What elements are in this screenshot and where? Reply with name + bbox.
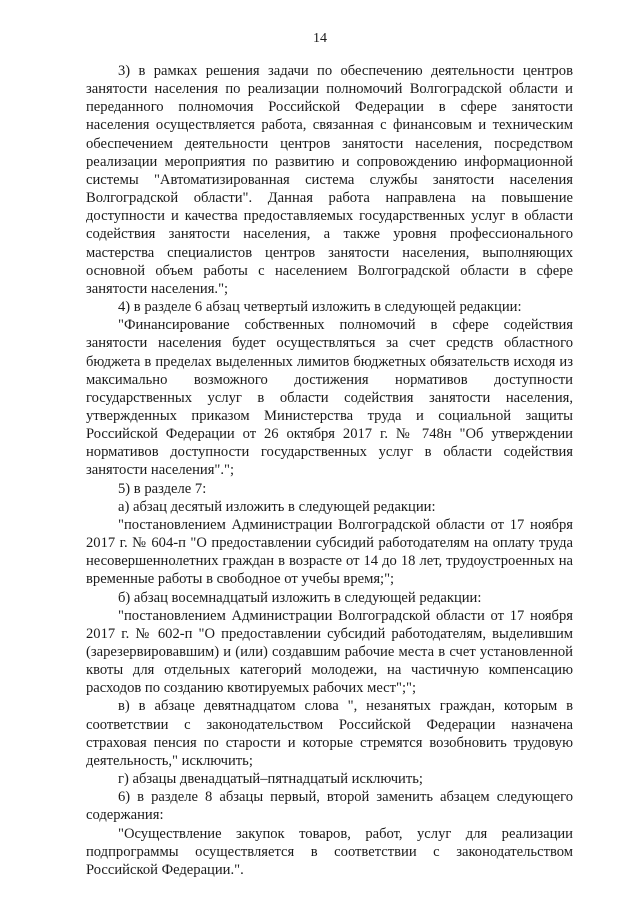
paragraph: г) абзацы двенадцатый–пятнадцатый исключить; (118, 771, 423, 788)
paragraph: а) абзац десятый изложить в следующей редакции: (118, 498, 436, 515)
paragraph: б) абзац восемнадцатый изложить в следующей редакции: (118, 589, 482, 606)
paragraph: "Финансирование собственных полномочий в сфере содействия занятости населения будет осуществляться за счет средств областного бюджета в пределах выделенных лимитов бюджетных обязательств исходя из максимально возможного достижения нормативов доступности государственных услуг в области содействия занятости населения, утвержденных приказом Министерства труда и социальной защиты Российской Федерации от 26 октября 2017 г. № 748н "Об утверждении нормативов доступности государственных услуг в области содействия занятости населения"."; (86, 317, 573, 479)
paragraph: 6) в разделе 8 абзацы первый, второй заменить абзацем следующего содержания: (86, 789, 573, 824)
paragraph: 5) в разделе 7: (118, 480, 207, 497)
paragraph: 4) в разделе 6 абзац четвертый изложить в следующей редакции: (118, 299, 522, 316)
paragraph: "постановлением Администрации Волгоградской области от 17 ноября 2017 г. № 602-п "О предоставлении субсидий работодателям, выделившим (зарезервировавшим) и (или) создавшим рабочие места в счет установленной квоты для отдельных категорий молодежи, на частичную компенсацию расходов по созданию квотируемых рабочих мест";"; (86, 607, 573, 697)
paragraph: "постановлением Администрации Волгоградской области от 17 ноября 2017 г. № 604-п "О предоставлении субсидий работодателям на оплату труда несовершеннолетних граждан в возрасте от 14 до 18 лет, трудоустроенных на временные работы в свободное от учебы время;"; (86, 516, 573, 588)
document-body (86, 62, 573, 879)
paragraph: "Осуществление закупок товаров, работ, услуг для реализации подпрограммы осуществляется в соответствии с законодательством Российской Федерации.". (86, 825, 573, 878)
page-number: 14 (313, 31, 327, 46)
paragraph: 3) в рамках решения задачи по обеспечению деятельности центров занятости населения по реализации полномочий Волгоградской области и переданного полномочия Российской Федерации в сфере занятости населения осуществляется работа, связанная с финансовым и техническим обеспечением деятельности центров занятости населения, посредством реализации мероприятия по развитию и сопровождению информационной системы "Автоматизированная система службы занятости населения Волгоградской области". Данная работа направлена на повышение доступности и качества предоставляемых государственных услуг в области содействия занятости населения, а также уровня профессионального мастерства специалистов центров занятости населения, выполняющих основной объем работы с населением Волгоградской области в сфере занятости населения."; (86, 63, 573, 297)
paragraph: в) в абзаце девятнадцатом слова ", незанятых граждан, которым в соответствии с законодательством Российской Федерации назначена страховая пенсия по старости и которые стремятся возобновить трудовую деятельность," исключить; (86, 698, 573, 769)
